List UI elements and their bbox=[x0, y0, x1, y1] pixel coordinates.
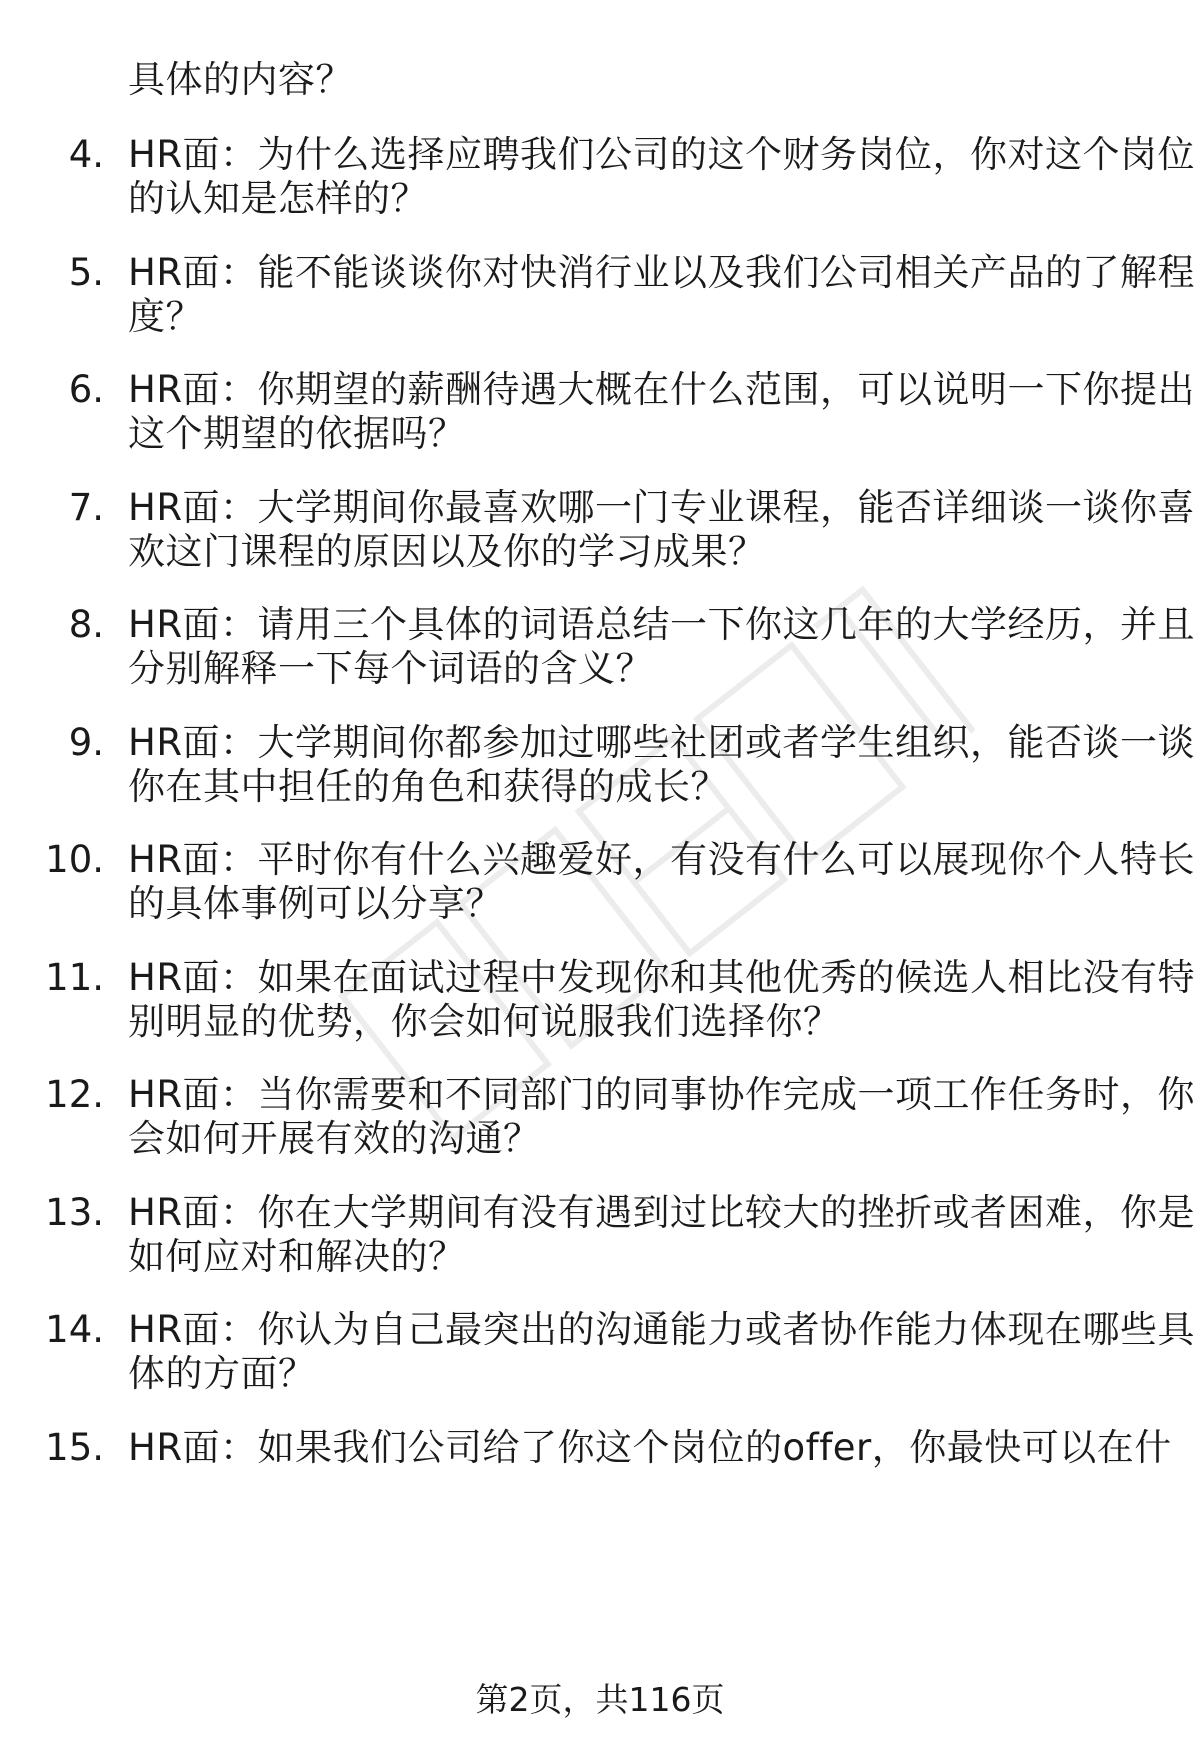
question-text-line1: HR面：如果在面试过程中发现你和其他优秀的候选人相比没有特 bbox=[128, 956, 1196, 999]
question-text-line2: 体的方面？ bbox=[128, 1352, 316, 1395]
question-text-line2: 别明显的优势，你会如何说服我们选择你？ bbox=[128, 1000, 841, 1043]
question-text-line1: HR面：请用三个具体的词语总结一下你这几年的大学经历，并且 bbox=[128, 603, 1196, 646]
question-number: 14. bbox=[45, 1308, 104, 1351]
question-text-line2: 的具体事例可以分享？ bbox=[128, 882, 503, 925]
question-number: 7. bbox=[68, 486, 104, 529]
question-text-line2: 的认知是怎样的？ bbox=[128, 177, 428, 220]
question-number: 13. bbox=[45, 1191, 104, 1234]
page-number: 第2页，共116页 bbox=[475, 1680, 725, 1719]
question-number: 4. bbox=[68, 133, 104, 176]
question-number: 12. bbox=[45, 1073, 104, 1116]
question-text-line1: HR面：如果我们公司给了你这个岗位的offer，你最快可以在什 bbox=[128, 1426, 1172, 1469]
question-text-line1: HR面：你认为自己最突出的沟通能力或者协作能力体现在哪些具 bbox=[128, 1308, 1196, 1351]
question-text-line1: HR面：为什么选择应聘我们公司的这个财务岗位，你对这个岗位 bbox=[128, 133, 1196, 176]
question-number: 5. bbox=[68, 251, 104, 294]
question-number: 6. bbox=[68, 368, 104, 411]
question-number: 10. bbox=[45, 838, 104, 881]
question-text-line1: HR面：你在大学期间有没有遇到过比较大的挫折或者困难，你是 bbox=[128, 1191, 1196, 1234]
question-text-line2: 你在其中担任的角色和获得的成长？ bbox=[128, 765, 728, 808]
question-text-line1: HR面：平时你有什么兴趣爱好，有没有什么可以展现你个人特长 bbox=[128, 838, 1196, 881]
question-text-line2: 如何应对和解决的？ bbox=[128, 1235, 466, 1278]
question-text-line1: HR面：大学期间你都参加过哪些社团或者学生组织，能否谈一谈 bbox=[128, 721, 1196, 764]
question-text-line1: HR面：大学期间你最喜欢哪一门专业课程，能否详细谈一谈你喜 bbox=[128, 486, 1196, 529]
question-text-line2: 这个期望的依据吗？ bbox=[128, 412, 466, 455]
question-text-line2: 分别解释一下每个词语的含义？ bbox=[128, 647, 653, 690]
question-text-line2: 度？ bbox=[128, 295, 203, 338]
continuation-text: 具体的内容？ bbox=[128, 58, 353, 101]
question-text-line2: 欢这门课程的原因以及你的学习成果？ bbox=[128, 530, 766, 573]
question-text-line2: 会如何开展有效的沟通？ bbox=[128, 1117, 541, 1160]
question-number: 15. bbox=[45, 1426, 104, 1469]
question-number: 8. bbox=[68, 603, 104, 646]
question-text-line1: HR面：能不能谈谈你对快消行业以及我们公司相关产品的了解程 bbox=[128, 251, 1196, 294]
question-number: 9. bbox=[68, 721, 104, 764]
question-text-line1: HR面：当你需要和不同部门的同事协作完成一项工作任务时，你 bbox=[128, 1073, 1196, 1116]
question-text-line1: HR面：你期望的薪酬待遇大概在什么范围，可以说明一下你提出 bbox=[128, 368, 1196, 411]
question-number: 11. bbox=[45, 956, 104, 999]
